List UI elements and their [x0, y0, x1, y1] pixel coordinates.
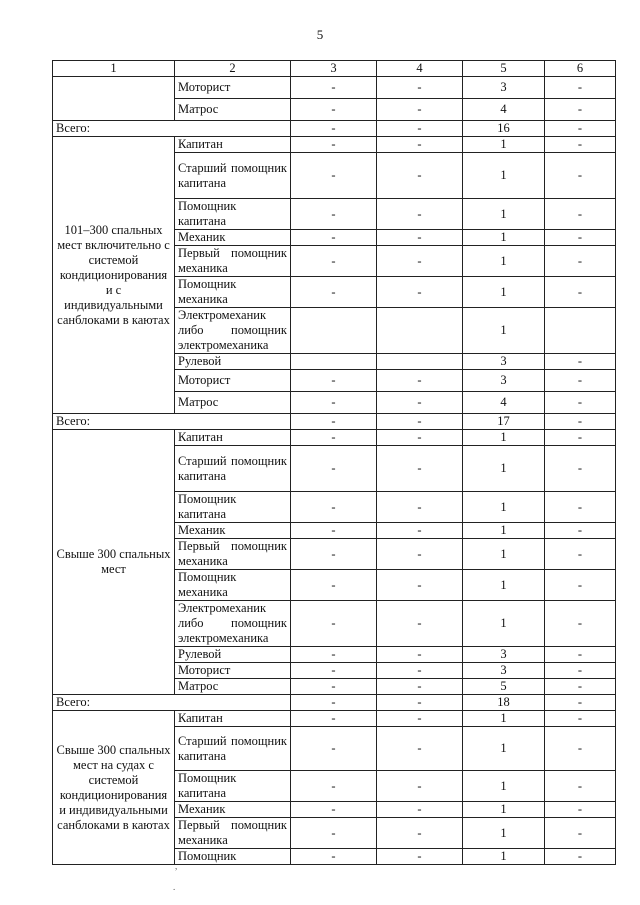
value-cell: -	[377, 492, 463, 523]
value-cell: 1	[463, 818, 545, 849]
position-cell: Старший помощник капитана	[175, 727, 291, 771]
value-cell: -	[377, 430, 463, 446]
value-cell: -	[377, 818, 463, 849]
table-row	[53, 137, 616, 153]
value-cell	[377, 354, 463, 370]
value-cell: -	[291, 446, 377, 492]
value-cell: -	[291, 392, 377, 414]
total-cell: -	[377, 414, 463, 430]
value-cell: -	[377, 370, 463, 392]
value-cell: -	[545, 802, 616, 818]
value-cell: -	[291, 492, 377, 523]
value-cell: -	[377, 647, 463, 663]
position-cell: Первый помощник механика	[175, 818, 291, 849]
position-cell: Старший помощник капитана	[175, 153, 291, 199]
position-cell: Матрос	[175, 99, 291, 121]
value-cell: 3	[463, 647, 545, 663]
value-cell: -	[377, 137, 463, 153]
category-cell: Свыше 300 спальных мест на судах с системой кондиционирования и индивидуальными санблоками в каютах	[53, 711, 175, 865]
value-cell: -	[291, 246, 377, 277]
value-cell: -	[291, 99, 377, 121]
value-cell: -	[545, 570, 616, 601]
value-cell: -	[545, 849, 616, 865]
value-cell: 1	[463, 539, 545, 570]
value-cell: 1	[463, 570, 545, 601]
position-cell: Матрос	[175, 392, 291, 414]
value-cell: -	[291, 679, 377, 695]
total-label: Всего:	[53, 121, 291, 137]
value-cell	[291, 308, 377, 354]
value-cell: 1	[463, 277, 545, 308]
value-cell: -	[545, 771, 616, 802]
position-cell: Механик	[175, 523, 291, 539]
position-cell: Моторист	[175, 663, 291, 679]
header-cell: 5	[463, 61, 545, 77]
total-cell: 17	[463, 414, 545, 430]
value-cell: 3	[463, 663, 545, 679]
value-cell: -	[291, 230, 377, 246]
value-cell: -	[377, 539, 463, 570]
value-cell: -	[291, 711, 377, 727]
value-cell: -	[377, 802, 463, 818]
table-row	[53, 430, 616, 446]
total-label: Всего:	[53, 414, 291, 430]
header-cell: 2	[175, 61, 291, 77]
value-cell: -	[545, 647, 616, 663]
value-cell: 1	[463, 230, 545, 246]
position-cell: Помощник	[175, 849, 291, 865]
position-cell: Механик	[175, 802, 291, 818]
value-cell: -	[291, 539, 377, 570]
value-cell	[545, 308, 616, 354]
value-cell: -	[377, 99, 463, 121]
value-cell: -	[545, 539, 616, 570]
value-cell: -	[545, 370, 616, 392]
value-cell: -	[377, 523, 463, 539]
value-cell: -	[377, 277, 463, 308]
value-cell: 3	[463, 77, 545, 99]
total-row	[53, 121, 616, 137]
value-cell: 1	[463, 802, 545, 818]
value-cell: -	[291, 849, 377, 865]
position-cell: Матрос	[175, 679, 291, 695]
value-cell: -	[291, 802, 377, 818]
value-cell: -	[291, 647, 377, 663]
table-row	[53, 77, 616, 99]
total-cell: -	[545, 414, 616, 430]
value-cell: -	[545, 523, 616, 539]
position-cell: Первый помощник механика	[175, 539, 291, 570]
total-row	[53, 695, 616, 711]
value-cell: -	[377, 446, 463, 492]
value-cell: -	[377, 77, 463, 99]
value-cell: 1	[463, 308, 545, 354]
position-cell: Капитан	[175, 430, 291, 446]
position-cell: Помощник механика	[175, 570, 291, 601]
value-cell: -	[545, 492, 616, 523]
table-row	[53, 711, 616, 727]
value-cell: -	[377, 663, 463, 679]
value-cell: -	[545, 153, 616, 199]
value-cell: 1	[463, 727, 545, 771]
position-cell: Первый помощник механика	[175, 246, 291, 277]
position-cell: Капитан	[175, 137, 291, 153]
value-cell: -	[291, 663, 377, 679]
value-cell: -	[545, 77, 616, 99]
value-cell: -	[545, 601, 616, 647]
value-cell: 3	[463, 354, 545, 370]
value-cell: -	[377, 679, 463, 695]
value-cell: -	[291, 523, 377, 539]
value-cell: -	[545, 679, 616, 695]
value-cell: -	[291, 727, 377, 771]
total-cell: 16	[463, 121, 545, 137]
value-cell: -	[377, 601, 463, 647]
value-cell: 1	[463, 430, 545, 446]
value-cell: -	[545, 727, 616, 771]
value-cell: 1	[463, 153, 545, 199]
value-cell: -	[291, 430, 377, 446]
value-cell: 1	[463, 199, 545, 230]
value-cell: -	[291, 153, 377, 199]
value-cell: -	[291, 771, 377, 802]
value-cell: -	[377, 711, 463, 727]
value-cell: 5	[463, 679, 545, 695]
value-cell: -	[291, 277, 377, 308]
value-cell: -	[545, 230, 616, 246]
value-cell: -	[545, 137, 616, 153]
value-cell: -	[377, 570, 463, 601]
position-cell: Помощник капитана	[175, 492, 291, 523]
position-cell: Моторист	[175, 370, 291, 392]
total-cell: -	[545, 121, 616, 137]
position-cell: Помощник капитана	[175, 199, 291, 230]
value-cell: -	[377, 246, 463, 277]
value-cell: 4	[463, 392, 545, 414]
header-cell: 3	[291, 61, 377, 77]
position-cell: Помощник механика	[175, 277, 291, 308]
position-cell: Механик	[175, 230, 291, 246]
value-cell: -	[545, 392, 616, 414]
value-cell: 1	[463, 492, 545, 523]
value-cell: -	[545, 246, 616, 277]
value-cell: 1	[463, 771, 545, 802]
margin-mark: ,	[175, 861, 178, 871]
position-cell: Старший помощник капитана	[175, 446, 291, 492]
value-cell: -	[291, 77, 377, 99]
value-cell: -	[545, 430, 616, 446]
value-cell: 1	[463, 523, 545, 539]
header-cell: 6	[545, 61, 616, 77]
category-cell	[53, 77, 175, 121]
value-cell: -	[377, 153, 463, 199]
total-cell: -	[377, 695, 463, 711]
value-cell: -	[291, 199, 377, 230]
value-cell: 1	[463, 849, 545, 865]
value-cell: -	[291, 818, 377, 849]
value-cell: -	[377, 199, 463, 230]
value-cell: -	[545, 711, 616, 727]
position-cell: Рулевой	[175, 647, 291, 663]
total-label: Всего:	[53, 695, 291, 711]
position-cell: Помощник капитана	[175, 771, 291, 802]
total-cell: -	[291, 121, 377, 137]
value-cell	[377, 308, 463, 354]
value-cell: -	[291, 601, 377, 647]
position-cell: Рулевой	[175, 354, 291, 370]
total-cell: -	[291, 414, 377, 430]
value-cell: -	[377, 727, 463, 771]
value-cell: -	[545, 277, 616, 308]
value-cell: 1	[463, 601, 545, 647]
header-cell: 1	[53, 61, 175, 77]
header-row	[53, 61, 616, 77]
value-cell	[291, 354, 377, 370]
category-cell: 101–300 спальных мест включительно с системой кондиционирования и с индивидуальными санблоками в каютах	[53, 137, 175, 414]
value-cell: -	[377, 392, 463, 414]
margin-mark: .	[173, 882, 176, 892]
value-cell: -	[545, 663, 616, 679]
value-cell: -	[377, 771, 463, 802]
value-cell: -	[545, 818, 616, 849]
value-cell: -	[545, 199, 616, 230]
value-cell: -	[545, 99, 616, 121]
value-cell: 4	[463, 99, 545, 121]
page-number: 5	[316, 27, 324, 42]
value-cell: -	[377, 849, 463, 865]
total-row	[53, 414, 616, 430]
total-cell: -	[377, 121, 463, 137]
value-cell: 1	[463, 446, 545, 492]
header-cell: 4	[377, 61, 463, 77]
value-cell: -	[291, 137, 377, 153]
total-cell: -	[291, 695, 377, 711]
value-cell: -	[545, 354, 616, 370]
total-cell: 18	[463, 695, 545, 711]
value-cell: -	[291, 570, 377, 601]
value-cell: -	[545, 446, 616, 492]
total-cell: -	[545, 695, 616, 711]
position-cell: Электромеханик либо помощник электромеханика	[175, 601, 291, 647]
crew-table	[52, 60, 616, 865]
value-cell: 1	[463, 137, 545, 153]
position-cell: Моторист	[175, 77, 291, 99]
value-cell: 1	[463, 711, 545, 727]
value-cell: 1	[463, 246, 545, 277]
value-cell: -	[377, 230, 463, 246]
value-cell: -	[291, 370, 377, 392]
position-cell: Электромеханик либо помощник электромеханика	[175, 308, 291, 354]
value-cell: 3	[463, 370, 545, 392]
position-cell: Капитан	[175, 711, 291, 727]
category-cell: Свыше 300 спальных мест	[53, 430, 175, 695]
